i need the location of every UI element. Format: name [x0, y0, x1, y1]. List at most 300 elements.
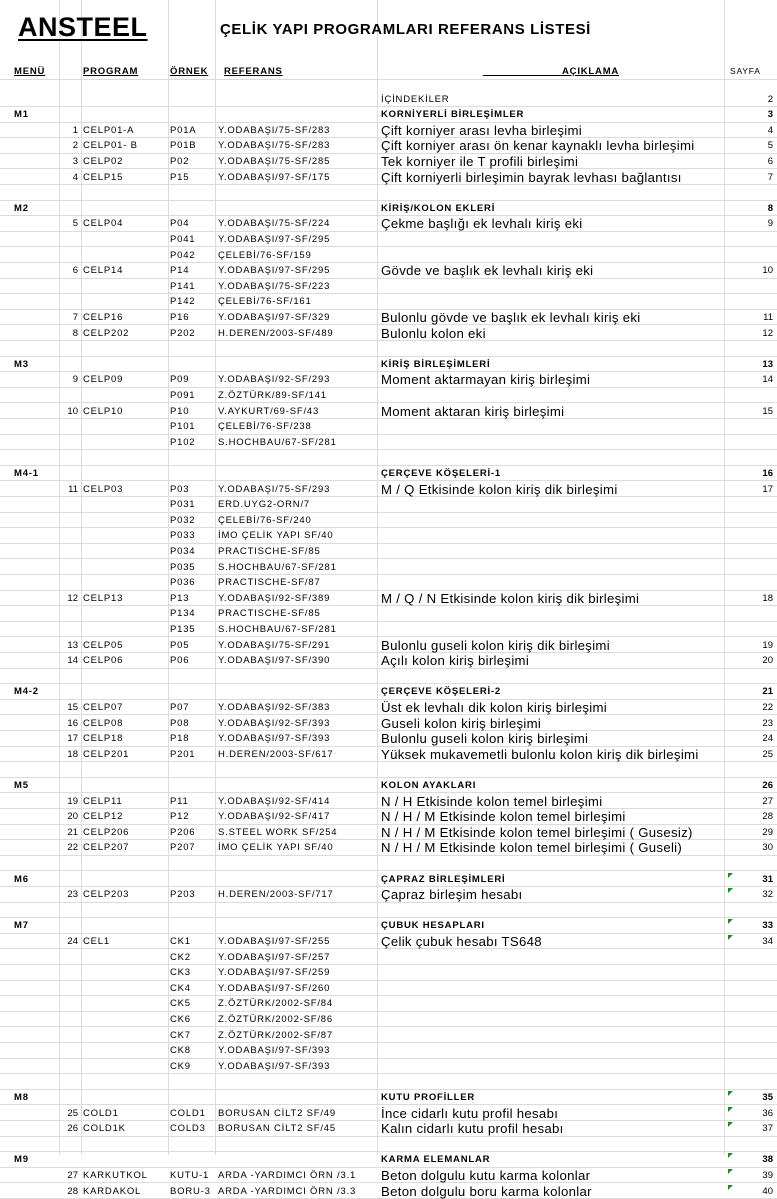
- program-name: CELP203: [83, 887, 129, 903]
- row-number: 24: [60, 934, 78, 950]
- page-number: 23: [726, 716, 773, 732]
- reference: Y.ODABAŞI/92-SF/414: [218, 794, 330, 810]
- reference: S.HOCHBAU/67-SF/281: [218, 560, 337, 576]
- example-code: P05: [170, 638, 189, 654]
- row-number: 12: [60, 591, 78, 607]
- example-code: P034: [170, 544, 195, 560]
- program-name: CELP15: [83, 170, 123, 186]
- empty-row: [0, 341, 777, 357]
- description: M / Q / N Etkisinde kolon kiriş dik birleşimi: [381, 591, 639, 607]
- description: Çelik çubuk hesabı TS648: [381, 934, 542, 950]
- section-title: ÇAPRAZ BİRLEŞİMLERİ: [381, 872, 505, 888]
- program-name: CELP01- B: [83, 138, 138, 154]
- description: Çift korniyer arası levha birleşimi: [381, 123, 582, 139]
- page-number: 39: [726, 1168, 773, 1184]
- table-row: [0, 513, 777, 529]
- menu-code: M4-2: [14, 684, 39, 700]
- document-subtitle: ÇELİK YAPI PROGRAMLARI REFERANS LİSTESİ: [220, 20, 591, 40]
- description: Bulonlu guseli kolon kiriş birleşimi: [381, 731, 588, 747]
- table-row: [0, 123, 777, 139]
- row-number: 13: [60, 638, 78, 654]
- cell-comment-marker-icon: [728, 1107, 733, 1112]
- table-row: [0, 232, 777, 248]
- description: Çift korniyerli birleşimin bayrak levhası bağlantısı: [381, 170, 682, 186]
- page-number: 32: [726, 887, 773, 903]
- page-number: 8: [726, 201, 773, 217]
- section-title: KUTU PROFİLLER: [381, 1090, 475, 1106]
- page-number: 36: [726, 1106, 773, 1122]
- reference: Y.ODABAŞI/92-SF/293: [218, 372, 330, 388]
- reference: PRACTISCHE-SF/85: [218, 544, 321, 560]
- example-code: P14: [170, 263, 189, 279]
- header-row: [0, 64, 777, 80]
- row-number: 6: [60, 263, 78, 279]
- reference: Y.ODABAŞI/92-SF/383: [218, 700, 330, 716]
- reference: V.AYKURT/69-SF/43: [218, 404, 319, 420]
- reference: Y.ODABAŞI/75-SF/291: [218, 638, 330, 654]
- section-row: [0, 107, 777, 123]
- page-number: 31: [726, 872, 773, 888]
- reference: Y.ODABAŞI/97-SF/393: [218, 731, 330, 747]
- cell-comment-marker-icon: [728, 873, 733, 878]
- table-row: [0, 747, 777, 763]
- table-row: [0, 638, 777, 654]
- program-name: CELP202: [83, 326, 129, 342]
- table-row: [0, 606, 777, 622]
- empty-row: [0, 762, 777, 778]
- table-row: [0, 591, 777, 607]
- row-number: 18: [60, 747, 78, 763]
- example-code: CK1: [170, 934, 191, 950]
- reference: Z.ÖZTÜRK/2002-SF/87: [218, 1028, 333, 1044]
- empty-row: [0, 669, 777, 685]
- section-row: [0, 918, 777, 934]
- reference: Y.ODABAŞI/97-SF/390: [218, 653, 330, 669]
- row-number: 16: [60, 716, 78, 732]
- reference: Y.ODABAŞI/97-SF/255: [218, 934, 330, 950]
- example-code: CK6: [170, 1012, 191, 1028]
- menu-code: M2: [14, 201, 29, 217]
- page-number: 2: [726, 92, 773, 108]
- page-number: 28: [726, 809, 773, 825]
- table-row: [0, 1043, 777, 1059]
- reference: Y.ODABAŞI/75-SF/293: [218, 482, 330, 498]
- section-title: KORNİYERLİ BİRLEŞİMLER: [381, 107, 524, 123]
- example-code: P13: [170, 591, 189, 607]
- table-row: [0, 825, 777, 841]
- example-code: P141: [170, 279, 195, 295]
- cell-comment-marker-icon: [728, 1091, 733, 1096]
- program-name: CELP09: [83, 372, 123, 388]
- description: İÇİNDEKİLER: [381, 92, 449, 108]
- table-row: [0, 996, 777, 1012]
- page-number: 21: [726, 684, 773, 700]
- program-name: COLD1K: [83, 1121, 126, 1137]
- page-number: 27: [726, 794, 773, 810]
- page-number: 6: [726, 154, 773, 170]
- example-code: CK7: [170, 1028, 191, 1044]
- table-row: [0, 294, 777, 310]
- example-code: P207: [170, 840, 195, 856]
- page-number: 25: [726, 747, 773, 763]
- row-number: 1: [60, 123, 78, 139]
- menu-code: M3: [14, 357, 29, 373]
- description: N / H / M Etkisinde kolon temel birleşimi ( Guseli): [381, 840, 682, 856]
- table-row: [0, 809, 777, 825]
- page-number: 35: [726, 1090, 773, 1106]
- header-aciklama: AÇIKLAMA: [381, 64, 721, 80]
- page-number: 30: [726, 840, 773, 856]
- reference: ÇELEBİ/76-SF/159: [218, 248, 312, 264]
- table-row: [0, 528, 777, 544]
- reference: Y.ODABAŞI/97-SF/257: [218, 950, 330, 966]
- program-name: CELP14: [83, 263, 123, 279]
- example-code: P03: [170, 482, 189, 498]
- description: Çekme başlığı ek levhalı kiriş eki: [381, 216, 583, 232]
- menu-code: M9: [14, 1152, 29, 1168]
- program-name: CELP06: [83, 653, 123, 669]
- row-number: 21: [60, 825, 78, 841]
- row-number: 28: [60, 1184, 78, 1199]
- table-row: [0, 138, 777, 154]
- example-code: P15: [170, 170, 189, 186]
- section-row: [0, 1090, 777, 1106]
- table-row: [0, 216, 777, 232]
- table-row: [0, 622, 777, 638]
- page-number: 10: [726, 263, 773, 279]
- program-name: CELP13: [83, 591, 123, 607]
- table-row: [0, 279, 777, 295]
- description: Gövde ve başlık ek levhalı kiriş eki: [381, 263, 593, 279]
- table-row: [0, 731, 777, 747]
- description: Bulonlu guseli kolon kiriş dik birleşimi: [381, 638, 610, 654]
- row-number: 9: [60, 372, 78, 388]
- description: Kalın cidarlı kutu profil hesabı: [381, 1121, 564, 1137]
- reference: PRACTISCHE-SF/85: [218, 606, 321, 622]
- reference: Z.ÖZTÜRK/89-SF/141: [218, 388, 327, 404]
- page-number: 16: [726, 466, 773, 482]
- reference: ERD.UYG2-ORN/7: [218, 497, 310, 513]
- table-row: [0, 575, 777, 591]
- example-code: P203: [170, 887, 195, 903]
- program-name: CELP03: [83, 482, 123, 498]
- row-number: 8: [60, 326, 78, 342]
- page-number: 20: [726, 653, 773, 669]
- example-code: P042: [170, 248, 195, 264]
- cell-comment-marker-icon: [728, 1185, 733, 1190]
- header-referans: REFERANS: [224, 64, 283, 80]
- page-number: 15: [726, 404, 773, 420]
- table-row: [0, 934, 777, 950]
- example-code: P09: [170, 372, 189, 388]
- table-row: [0, 981, 777, 997]
- row-number: 10: [60, 404, 78, 420]
- table-row: [0, 326, 777, 342]
- page-number: 26: [726, 778, 773, 794]
- reference: Y.ODABAŞI/97-SF/295: [218, 263, 330, 279]
- description: N / H / M Etkisinde kolon temel birleşimi ( Gusesiz): [381, 825, 693, 841]
- page-number: 11: [726, 310, 773, 326]
- example-code: P142: [170, 294, 195, 310]
- cell-comment-marker-icon: [728, 1122, 733, 1127]
- table-row: [0, 1028, 777, 1044]
- example-code: P202: [170, 326, 195, 342]
- description: Moment aktarmayan kiriş birleşimi: [381, 372, 590, 388]
- example-code: CK8: [170, 1043, 191, 1059]
- row-number: 23: [60, 887, 78, 903]
- section-title: ÇERÇEVE KÖŞELERİ-2: [381, 684, 501, 700]
- reference: S.HOCHBAU/67-SF/281: [218, 435, 337, 451]
- example-code: P035: [170, 560, 195, 576]
- reference: Y.ODABAŞI/75-SF/283: [218, 123, 330, 139]
- description: Yüksek mukavemetli bulonlu kolon kiriş dik birleşimi: [381, 747, 699, 763]
- page-number: 12: [726, 326, 773, 342]
- reference: Y.ODABAŞI/97-SF/260: [218, 981, 330, 997]
- example-code: CK2: [170, 950, 191, 966]
- reference: H.DEREN/2003-SF/717: [218, 887, 334, 903]
- section-row: [0, 466, 777, 482]
- page-number: 5: [726, 138, 773, 154]
- row-number: 25: [60, 1106, 78, 1122]
- example-code: P18: [170, 731, 189, 747]
- section-title: KOLON AYAKLARI: [381, 778, 476, 794]
- example-code: P04: [170, 216, 189, 232]
- program-name: CELP02: [83, 154, 123, 170]
- row-number: 5: [60, 216, 78, 232]
- example-code: P033: [170, 528, 195, 544]
- table-row: [0, 497, 777, 513]
- row-number: 20: [60, 809, 78, 825]
- reference: Y.ODABAŞI/75-SF/285: [218, 154, 330, 170]
- example-code: P036: [170, 575, 195, 591]
- table-row: [0, 372, 777, 388]
- page-number: 9: [726, 216, 773, 232]
- example-code: CK9: [170, 1059, 191, 1075]
- reference: İMO ÇELİK YAPI SF/40: [218, 840, 333, 856]
- empty-row: [0, 1137, 777, 1153]
- section-title: KİRİŞ BİRLEŞİMLERİ: [381, 357, 490, 373]
- example-code: COLD1: [170, 1106, 206, 1122]
- reference: ÇELEBİ/76-SF/161: [218, 294, 312, 310]
- reference: ARDA -YARDIMCI ÖRN /3.3: [218, 1184, 356, 1199]
- page-number: 19: [726, 638, 773, 654]
- program-name: CELP206: [83, 825, 129, 841]
- menu-code: M1: [14, 107, 29, 123]
- reference: Y.ODABAŞI/75-SF/283: [218, 138, 330, 154]
- table-row: [0, 170, 777, 186]
- description: Üst ek levhalı dik kolon kiriş birleşimi: [381, 700, 607, 716]
- description: N / H Etkisinde kolon temel birleşimi: [381, 794, 602, 810]
- description: N / H / M Etkisinde kolon temel birleşimi: [381, 809, 626, 825]
- description: Açılı kolon kiriş birleşimi: [381, 653, 529, 669]
- reference: Y.ODABAŞI/75-SF/223: [218, 279, 330, 295]
- example-code: P12: [170, 809, 189, 825]
- description: Çift korniyer arası ön kenar kaynaklı levha birleşimi: [381, 138, 694, 154]
- program-name: CELP12: [83, 809, 123, 825]
- program-name: KARKUTKOL: [83, 1168, 148, 1184]
- description: Tek korniyer ile T profili birleşimi: [381, 154, 578, 170]
- example-code: P031: [170, 497, 195, 513]
- page-number: 29: [726, 825, 773, 841]
- row-number: 4: [60, 170, 78, 186]
- row-number: 3: [60, 154, 78, 170]
- program-name: CELP07: [83, 700, 123, 716]
- table-row: [0, 92, 777, 108]
- example-code: P032: [170, 513, 195, 529]
- row-number: 27: [60, 1168, 78, 1184]
- table-row: [0, 1121, 777, 1137]
- example-code: KUTU-1: [170, 1168, 209, 1184]
- example-code: P134: [170, 606, 195, 622]
- table-row: [0, 887, 777, 903]
- description: Bulonlu gövde ve başlık ek levhalı kiriş eki: [381, 310, 641, 326]
- table-row: [0, 1012, 777, 1028]
- table-row: [0, 1106, 777, 1122]
- table-row: [0, 840, 777, 856]
- section-title: KARMA ELEMANLAR: [381, 1152, 490, 1168]
- row-number: 22: [60, 840, 78, 856]
- table-row: [0, 700, 777, 716]
- cell-comment-marker-icon: [728, 1169, 733, 1174]
- reference: Y.ODABAŞI/75-SF/224: [218, 216, 330, 232]
- reference: Y.ODABAŞI/97-SF/393: [218, 1059, 330, 1075]
- header-program: PROGRAM: [83, 64, 138, 80]
- cell-comment-marker-icon: [728, 935, 733, 940]
- description: İnce cidarlı kutu profil hesabı: [381, 1106, 558, 1122]
- description: Beton dolgulu kutu karma kolonlar: [381, 1168, 590, 1184]
- table-row: [0, 1059, 777, 1075]
- reference: ARDA -YARDIMCI ÖRN /3.1: [218, 1168, 356, 1184]
- cell-comment-marker-icon: [728, 888, 733, 893]
- table-row: [0, 248, 777, 264]
- page-number: 22: [726, 700, 773, 716]
- page-number: 14: [726, 372, 773, 388]
- header-sayfa: SAYFA: [730, 64, 761, 80]
- example-code: BORU-3: [170, 1184, 211, 1199]
- example-code: P01A: [170, 123, 196, 139]
- page-number: 38: [726, 1152, 773, 1168]
- section-title: ÇERÇEVE KÖŞELERİ-1: [381, 466, 501, 482]
- reference: Y.ODABAŞI/97-SF/329: [218, 310, 330, 326]
- program-name: CELP201: [83, 747, 129, 763]
- reference: S.HOCHBAU/67-SF/281: [218, 622, 337, 638]
- program-name: CELP18: [83, 731, 123, 747]
- reference: ÇELEBİ/76-SF/240: [218, 513, 312, 529]
- example-code: CK3: [170, 965, 191, 981]
- reference: Y.ODABAŞI/92-SF/393: [218, 716, 330, 732]
- example-code: P16: [170, 310, 189, 326]
- program-name: CELP04: [83, 216, 123, 232]
- example-code: P102: [170, 435, 195, 451]
- table-row: [0, 544, 777, 560]
- reference: Z.ÖZTÜRK/2002-SF/84: [218, 996, 333, 1012]
- reference: Y.ODABAŞI/97-SF/259: [218, 965, 330, 981]
- document-title: ANSTEEL: [18, 11, 148, 43]
- empty-row: [0, 185, 777, 201]
- page-number: 13: [726, 357, 773, 373]
- row-number: 11: [60, 482, 78, 498]
- table-row: [0, 560, 777, 576]
- table-row: [0, 1184, 777, 1199]
- reference: PRACTISCHE-SF/87: [218, 575, 321, 591]
- header-ornek: ÖRNEK: [170, 64, 208, 80]
- reference: İMO ÇELİK YAPI SF/40: [218, 528, 333, 544]
- example-code: P11: [170, 794, 189, 810]
- program-name: CELP05: [83, 638, 123, 654]
- program-name: CELP01-A: [83, 123, 134, 139]
- example-code: CK5: [170, 996, 191, 1012]
- table-row: [0, 404, 777, 420]
- example-code: P206: [170, 825, 195, 841]
- program-name: CELP10: [83, 404, 123, 420]
- page-number: 3: [726, 107, 773, 123]
- page-number: 18: [726, 591, 773, 607]
- reference: Y.ODABAŞI/92-SF/389: [218, 591, 330, 607]
- reference: S.STEEL WORK SF/254: [218, 825, 337, 841]
- reference: Z.ÖZTÜRK/2002-SF/86: [218, 1012, 333, 1028]
- description: Guseli kolon kiriş birleşimi: [381, 716, 541, 732]
- section-row: [0, 201, 777, 217]
- description: Moment aktaran kiriş birleşimi: [381, 404, 564, 420]
- page-number: 4: [726, 123, 773, 139]
- row-number: 17: [60, 731, 78, 747]
- header-menu: MENÜ: [14, 64, 45, 80]
- row-number: 14: [60, 653, 78, 669]
- table-row: [0, 965, 777, 981]
- empty-row: [0, 856, 777, 872]
- row-number: 19: [60, 794, 78, 810]
- reference: Y.ODABAŞI/97-SF/295: [218, 232, 330, 248]
- reference: Y.ODABAŞI/97-SF/393: [218, 1043, 330, 1059]
- example-code: P041: [170, 232, 195, 248]
- program-name: CELP08: [83, 716, 123, 732]
- page-number: 40: [726, 1184, 773, 1199]
- program-name: CELP16: [83, 310, 123, 326]
- example-code: P091: [170, 388, 195, 404]
- table-row: [0, 1168, 777, 1184]
- empty-row: [0, 450, 777, 466]
- program-name: CEL1: [83, 934, 110, 950]
- section-title: ÇUBUK HESAPLARI: [381, 918, 485, 934]
- table-row: [0, 435, 777, 451]
- page-number: 34: [726, 934, 773, 950]
- table-row: [0, 950, 777, 966]
- program-name: CELP11: [83, 794, 122, 810]
- table-row: [0, 419, 777, 435]
- section-row: [0, 684, 777, 700]
- page-number: 7: [726, 170, 773, 186]
- menu-code: M7: [14, 918, 29, 934]
- program-name: KARDAKOL: [83, 1184, 141, 1199]
- row-number: 15: [60, 700, 78, 716]
- description: Beton dolgulu boru karma kolonlar: [381, 1184, 592, 1199]
- row-number: 26: [60, 1121, 78, 1137]
- reference: Y.ODABAŞI/92-SF/417: [218, 809, 330, 825]
- reference: BORUSAN CİLT2 SF/49: [218, 1106, 336, 1122]
- reference: ÇELEBİ/76-SF/238: [218, 419, 312, 435]
- section-row: [0, 357, 777, 373]
- menu-code: M4-1: [14, 466, 39, 482]
- example-code: P02: [170, 154, 189, 170]
- section-row: [0, 778, 777, 794]
- row-number: 2: [60, 138, 78, 154]
- reference: H.DEREN/2003-SF/617: [218, 747, 334, 763]
- table-row: [0, 794, 777, 810]
- table-row: [0, 263, 777, 279]
- cell-comment-marker-icon: [728, 1153, 733, 1158]
- page-number: 24: [726, 731, 773, 747]
- program-name: CELP207: [83, 840, 129, 856]
